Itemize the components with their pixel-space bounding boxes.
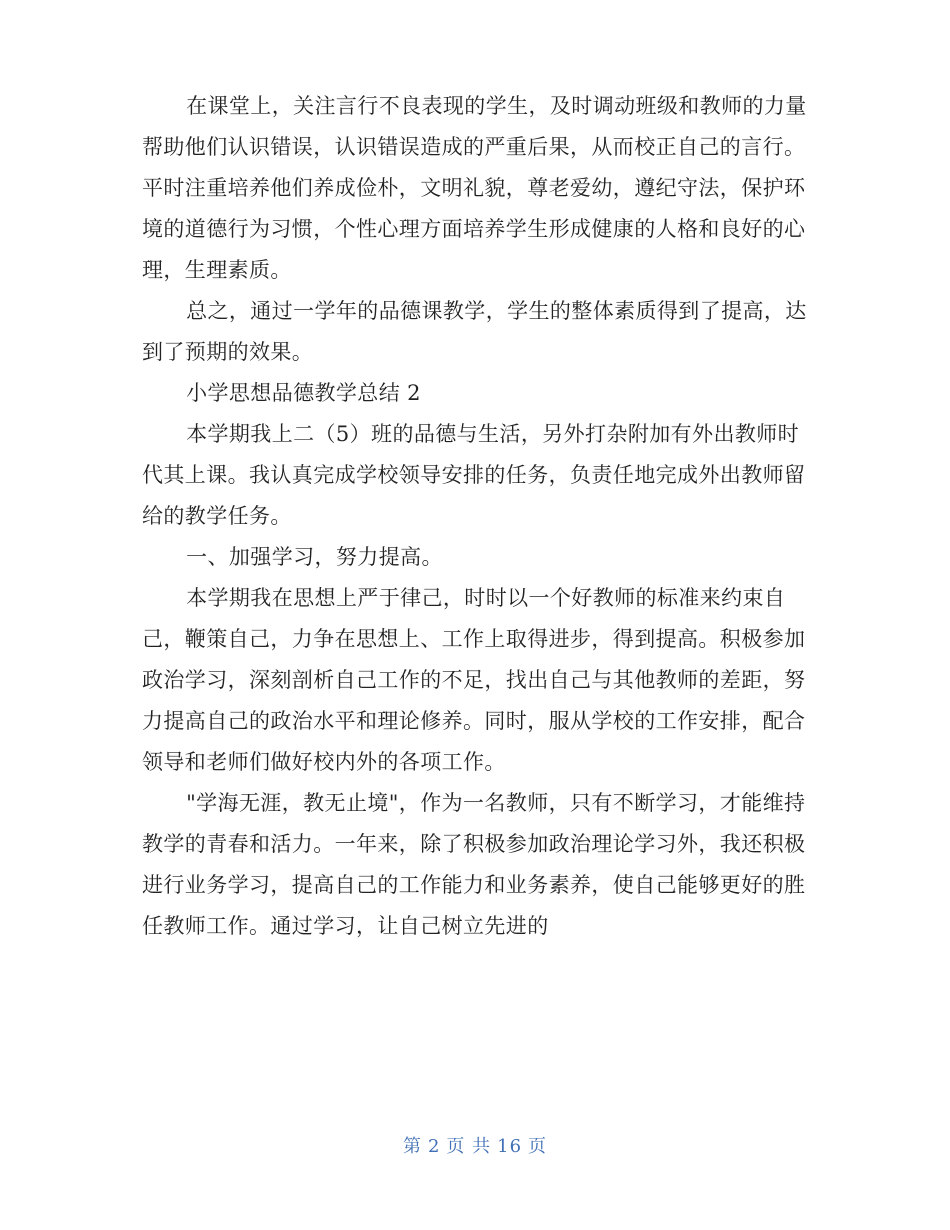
- page-footer: [0, 1132, 950, 1158]
- footer-total-pages: 16: [497, 1136, 523, 1157]
- section-heading: 小学思想品德教学总结 2: [186, 381, 421, 405]
- footer-mid: 页 共: [446, 1136, 492, 1157]
- document-body: [142, 86, 810, 947]
- paragraph: "学海无涯，教无止境"，作为一名教师，只有不断学习，才能维持教学的青春和活力。一年来，除了积极参加政治理论学习外，我还积极进行业务学习，提高自己的工作能力和业务素养，使自己能够更好的胜任教师工作。通过学习，让自己树立先进的: [142, 791, 806, 938]
- footer-prefix: 第: [402, 1136, 422, 1157]
- footer-suffix: 页: [528, 1136, 548, 1157]
- paragraph: 本学期我上二（5）班的品德与生活，另外打杂附加有外出教师时代其上课。我认真完成学校领导安排的任务，负责任地完成外出教师留给的教学任务。: [142, 422, 806, 528]
- paragraph: 在课堂上，关注言行不良表现的学生，及时调动班级和教师的力量帮助他们认识错误，认识错误造成的严重后果，从而校正自己的言行。平时注重培养他们养成俭朴，文明礼貌，尊老爱幼，遵纪守法，保护环境的道德行为习惯，个性心理方面培养学生形成健康的人格和良好的心理，生理素质。: [142, 94, 807, 282]
- paragraph: 本学期我在思想上严于律己，时时以一个好教师的标准来约束自己，鞭策自己，力争在思想上、工作上取得进步，得到提高。积极参加政治学习，深刻剖析自己工作的不足，找出自己与其他教师的差距，努力提高自己的政治水平和理论修养。同时，服从学校的工作安排，配合领导和老师们做好校内外的各项工作。: [142, 586, 806, 774]
- section-heading: 一、加强学习，努力提高。: [186, 545, 443, 569]
- footer-page-number: 2: [427, 1136, 441, 1157]
- paragraph: 总之，通过一学年的品德课教学，学生的整体素质得到了提高，达到了预期的效果。: [142, 299, 807, 364]
